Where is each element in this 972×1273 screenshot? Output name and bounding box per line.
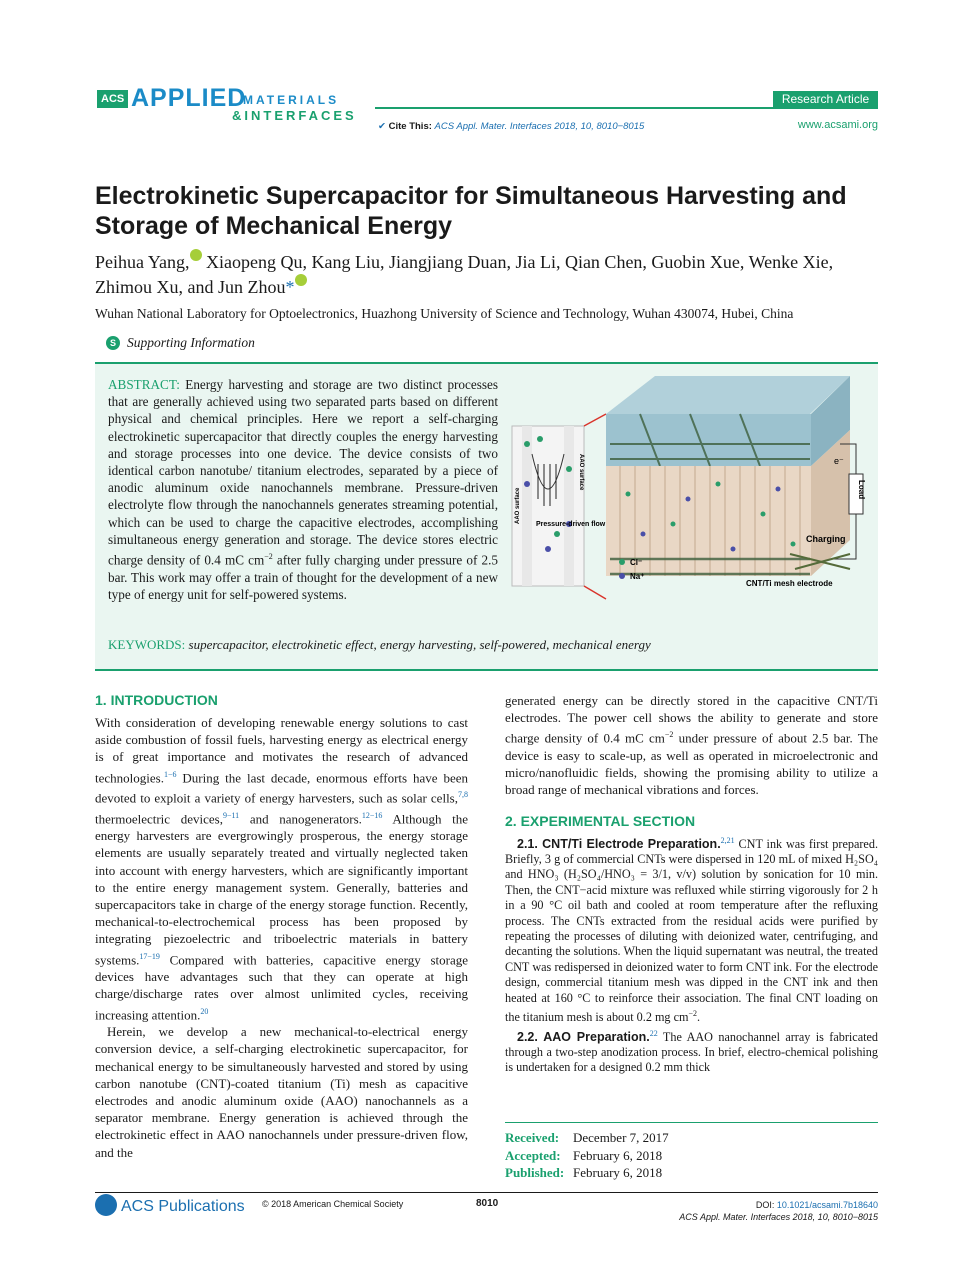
keywords-label: KEYWORDS: xyxy=(108,637,186,652)
abstract-label: ABSTRACT: xyxy=(108,377,180,392)
section-2-1-title: 2.1. CNT/Ti Electrode Preparation. xyxy=(517,836,721,851)
sodium-legend: Na⁺ xyxy=(630,572,645,581)
ref-link[interactable]: 9−11 xyxy=(222,810,240,820)
charging-label: Charging xyxy=(806,534,846,544)
journal-logo-interfaces: &INTERFACES xyxy=(232,108,357,123)
intro-p1-d: and nanogenerators. xyxy=(239,811,362,826)
corresponding-asterisk-icon: * xyxy=(285,277,295,297)
right-column xyxy=(505,692,878,1076)
published-row xyxy=(505,1164,878,1182)
abstract-text xyxy=(108,376,498,603)
publisher-label: ACS Publications xyxy=(121,1198,245,1215)
acs-logo-badge: ACS xyxy=(97,90,128,108)
mesh-electrode-label: CNT/Ti mesh electrode xyxy=(746,579,833,588)
keywords-list: supercapacitor, electrokinetic effect, energy harvesting, self-powered, mechanical energy xyxy=(185,637,651,652)
abstract-body-b: after fully charging under pressure of 2.5 bar. This work may offer a train of thought for the development of a new type of energy unit for self-powered systems. xyxy=(108,552,498,602)
ref-link[interactable]: 20 xyxy=(200,1006,209,1016)
cite-link[interactable]: ACS Appl. Mater. Interfaces 2018, 10, 8010−8015 xyxy=(434,121,645,132)
page-number: 8010 xyxy=(476,1198,499,1209)
aao-surface-left-label: AAO surface xyxy=(515,487,521,524)
article-dates xyxy=(505,1122,878,1182)
ref-link[interactable]: 12−16 xyxy=(361,810,383,820)
citation-line[interactable] xyxy=(378,121,644,132)
intro-p1-f: Compared with batteries, capacitive energy storage devices have advantages such that they can operate at high charge/discharge rates over almost unlimited cycles, receiving increasing attention. xyxy=(95,951,468,1022)
section-2-2-title: 2.2. AAO Preparation. xyxy=(517,1029,650,1044)
authors-rest: Xiaopeng Qu, Kang Liu, Jiangjiang Duan, Jia Li, Qian Chen, Guobin Xue, Wenke Xie, xyxy=(201,252,834,272)
intro-p1-e: Although the energy harvesters are evergrowingly prosperous, the energy storage elements are usually separately treated and virtually neglected taken into account with energy harvesters, which are significantly important to the entire energy management system. Generally, batteries and supercapacitors take in charge of the energy storage function. Recently, mechanical-to-electrochemical process has been proposed by integrating piezoelectric and triboelectric materials in battery systems. xyxy=(95,811,468,967)
load-label: Load xyxy=(857,480,866,500)
supporting-info-icon: S xyxy=(106,336,120,350)
chloride-legend: Cl⁻ xyxy=(630,558,643,567)
authors-line-2: Zhimou Xu, and Jun Zhou xyxy=(95,277,286,297)
author-list xyxy=(95,249,885,299)
orcid-icon[interactable] xyxy=(295,274,307,286)
electron-label: e⁻ xyxy=(834,456,844,466)
article-type-badge: Research Article xyxy=(773,91,878,108)
intro-p3-a: generated energy can be directly stored in the capacitive CNT/Ti electrodes. The power cell shows the ability to generate and store charge density of 0.4 mC cm xyxy=(505,693,878,746)
ref-link[interactable]: 22 xyxy=(649,1028,658,1038)
intro-p3-b: under pressure of about 2.5 bar. The device is easy to scale-up, as well as operated in microelectronic and micro/nanofluidic fields, showing the promising ability to utilize a broad range of mechanical vibrations and forces. xyxy=(505,730,879,798)
orcid-icon[interactable] xyxy=(190,249,202,261)
doi-link[interactable]: 10.1021/acsami.7b18640 xyxy=(776,1200,878,1210)
section-2-1 xyxy=(505,833,878,1026)
acs-hexagon-icon xyxy=(95,1194,117,1216)
left-column xyxy=(95,692,468,1161)
section-2-2 xyxy=(505,1026,878,1076)
doi-label: DOI: xyxy=(755,1200,777,1210)
ref-link[interactable]: 17−19 xyxy=(139,951,160,961)
ref-link[interactable]: 2,21 xyxy=(720,835,735,845)
experimental-heading: 2. EXPERIMENTAL SECTION xyxy=(505,812,696,829)
article-title: Electrokinetic Supercapacitor for Simultaneous Harvesting and Storage of Mechanical Energy xyxy=(95,182,847,240)
ref-link[interactable]: 7,8 xyxy=(458,790,468,800)
journal-website-link[interactable]: www.acsami.org xyxy=(797,119,878,131)
accepted-date: February 6, 2018 xyxy=(573,1147,663,1163)
journal-logo-applied: APPLIED xyxy=(131,84,247,112)
accepted-row xyxy=(505,1147,878,1165)
abstract-sup: −2 xyxy=(264,552,273,562)
received-label: Received: xyxy=(505,1130,560,1145)
intro-paragraph-2: Herein, we develop a new mechanical-to-electrical energy conversion device, a self-charging electrokinetic supercapacitor, for mechanical energy to be simultaneously harvested and stored by using carbon nanotube (CNT)-coated titanium (Ti) mesh as capacitive electrodes and anodic aluminum oxide (AAO) nanochannels as a separator membrane. Energy generation is achieved through the electrokinetic effect in AAO nanochannels under pressure-driven flow, and the xyxy=(95,1024,468,1160)
section-2-2-text: The AAO nanochannel array is fabricated through a two-step anodization process. In brief, electro-chemical polishing is undertaken for a designed 0.2 mm thick xyxy=(505,1029,878,1075)
cite-label: Cite This: xyxy=(388,121,432,132)
section-2-1-text: CNT ink was first prepared. Briefly, 3 g of commercial CNTs were dispersed in 120 mL of mixed H₂SO₄ and HNO₃ (H₂SO₄/HNO₃ = 3/1, v/v) solution by sonication for 10 min. Then, the CNT−acid mixture was refluxed while stirring vigorously for 2 h in a 90 °C oil bath and cooled at room temperature after the refluxing process. The CNTs extracted from the residual acids were purified by repeating the processes of diluting with deionized water, centrifuging, and decanting the solutions. When the liquid supernatant was neutral, the treated CNT was redispersed in deionized water to form CNT ink. For the electrode design, commercial titanium mesh was dipped in the CNT ink and then heated at 160 °C to reinforce their association. The final CNT loading on the titanium mesh is about 0.2 mg cm xyxy=(505,836,878,1025)
flow-label: Pressure-driven flow xyxy=(536,521,606,528)
intro-p1-a: With consideration of developing renewable energy solutions to cast aside combustion of fossil fuels, harvesting energy as electrical energy is of great importance and motivates the research of advanced technologies. xyxy=(95,715,468,785)
received-row xyxy=(505,1129,878,1147)
section-2-1-end: . xyxy=(696,1010,701,1025)
check-icon: ✔ xyxy=(378,121,386,132)
published-label: Published: xyxy=(505,1165,565,1180)
abstract-body-a: Energy harvesting and storage are two distinct processes that are generally achieved using two separated parts based on different physical and chemical principles. Here we report a self-charging electrokinetic supercapacitor that directly couples the energy harvesting and storage processes into one device. The device consists of two identical carbon nanotube/ titanium electrodes, separated by a piece of anodic aluminum oxide nanochannels membrane. Pressure-driven electrolyte flow through the nanochannels generates streaming potential, which can be used to charge the capacitive electrodes, accomplishing simultaneous energy generation and storage. The device stores electric charge density of 0.4 mC cm xyxy=(108,377,498,568)
acs-publications-logo[interactable] xyxy=(95,1194,245,1216)
section-2-1-sup: −2 xyxy=(688,1009,697,1019)
footer-rule xyxy=(95,1192,878,1193)
intro-p1-b: During the last decade, enormous efforts have been devoted to exploit a variety of energy harvesters, such as solar cells, xyxy=(95,769,468,806)
doi-block xyxy=(679,1199,878,1223)
keywords xyxy=(108,637,868,653)
supporting-info-label: Supporting Information xyxy=(127,335,255,350)
received-date: December 7, 2017 xyxy=(573,1130,669,1145)
introduction-heading: 1. INTRODUCTION xyxy=(95,692,218,708)
published-date: February 6, 2018 xyxy=(573,1165,663,1180)
copyright: © 2018 American Chemical Society xyxy=(262,1199,404,1209)
journal-logo-materials: MATERIALS xyxy=(243,93,340,107)
supporting-information-link[interactable] xyxy=(106,335,255,351)
toc-graphic xyxy=(510,374,870,629)
aao-surface-right-label: AAO surface xyxy=(578,454,584,491)
intro-paragraph-3 xyxy=(505,692,878,799)
author-first[interactable]: Peihua Yang, xyxy=(95,252,190,272)
intro-p1-c: thermoelectric devices, xyxy=(95,811,223,826)
intro-paragraph-1 xyxy=(95,714,468,1023)
accepted-label: Accepted: xyxy=(505,1147,561,1163)
ref-link[interactable]: 1−6 xyxy=(163,769,177,779)
intro-p3-sup: −2 xyxy=(664,730,674,740)
journal-citation: ACS Appl. Mater. Interfaces 2018, 10, 8010−8015 xyxy=(679,1212,878,1222)
affiliation: Wuhan National Laboratory for Optoelectronics, Huazhong University of Science and Technology, Wuhan 430074, Hubei, China xyxy=(95,306,794,321)
